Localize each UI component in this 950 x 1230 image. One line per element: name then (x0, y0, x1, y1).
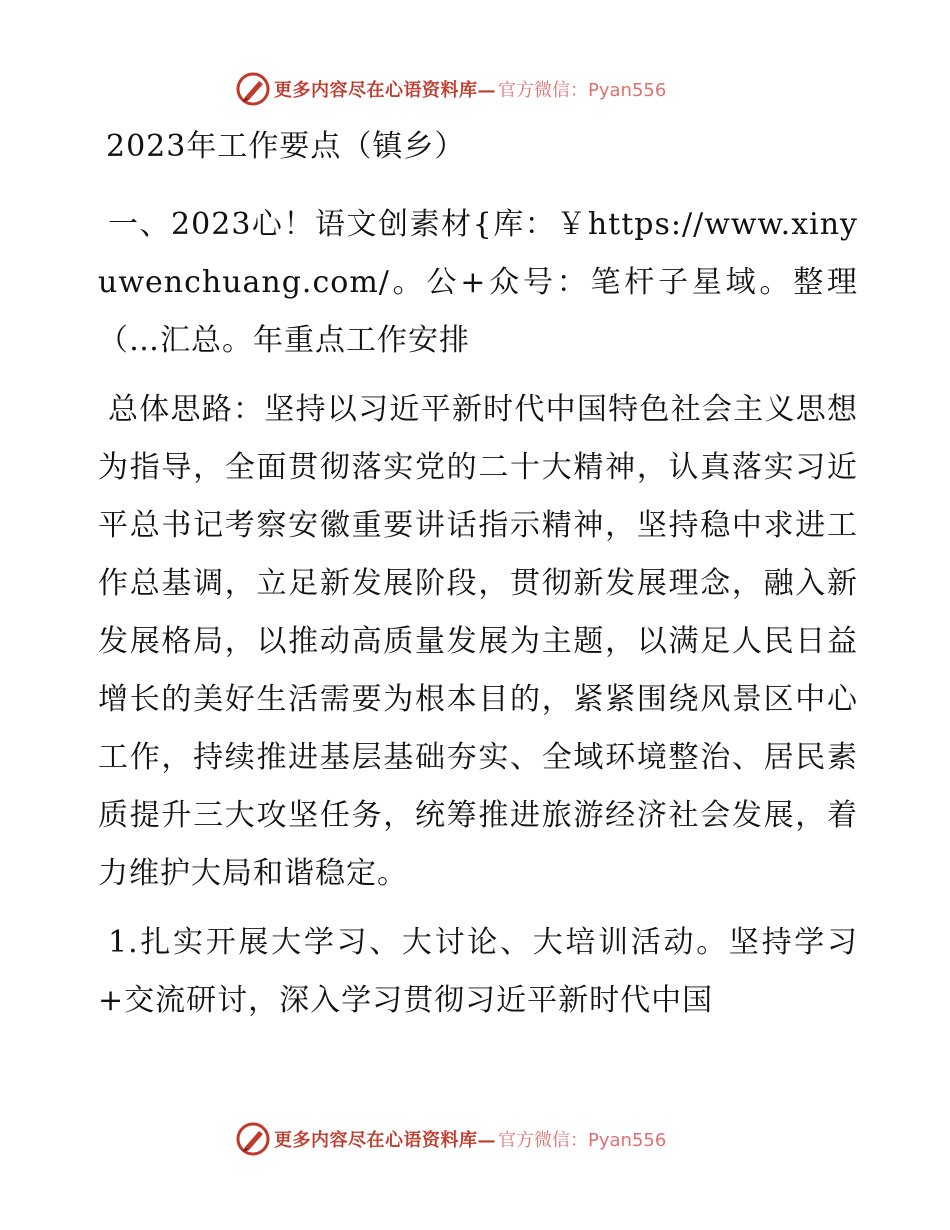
document-body (98, 123, 858, 1030)
header-watermark-text: 更多内容尽在心语资料库— (274, 80, 496, 101)
paragraph-item-one: 1.扎实开展大学习、大讨论、大培训活动。坚持学习+交流研讨，深入学习贯彻习近平新时代中国 (98, 925, 858, 1018)
header-watermark-contact: 官方微信：Pyan556 (498, 80, 667, 101)
footer-watermark-text: 更多内容尽在心语资料库— (274, 1130, 496, 1151)
paragraph-overall-approach: 总体思路：坚持以习近平新时代中国特色社会主义思想为指导，全面贯彻落实党的二十大精神，认真落实习近平总书记考察安徽重要讲话指示精神，坚持稳中求进工作总基调，立足新发展阶段，贯彻新发展理念，融入新发展格局，以推动高质量发展为主题，以满足人民日益增长的美好生活需要为根本目的，紧紧围绕风景区中心工作，持续推进基层基础夯实、全域环境整治、居民素质提升三大攻坚任务，统筹推进旅游经济社会发展，着力维护大局和谐稳定。 (98, 392, 858, 891)
footer-watermark-banner (236, 1120, 736, 1158)
pen-logo-icon (236, 72, 270, 106)
document-title: 2023年工作要点（镇乡） (106, 129, 466, 164)
header-watermark-banner (236, 70, 736, 108)
footer-watermark-contact: 官方微信：Pyan556 (498, 1130, 667, 1151)
paragraph-heading-one: 一、2023心！语文创素材{库：￥https://www.xinyuwenchuang.com/。公+众号：笔杆子星域。整理（…汇总。年重点工作安排 (98, 207, 858, 358)
pen-logo-icon (236, 1122, 270, 1156)
